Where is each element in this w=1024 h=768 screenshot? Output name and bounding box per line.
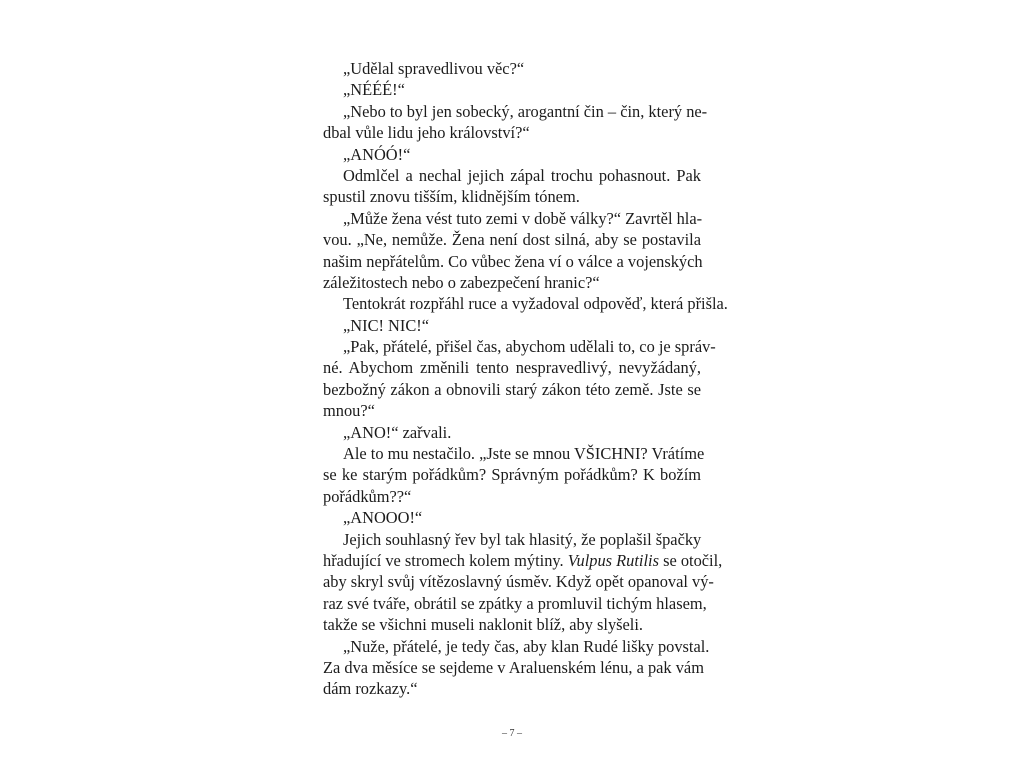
text-line: Jejich souhlasný řev byl tak hlasitý, že poplašil špačky xyxy=(343,529,702,549)
text-line: „NÉÉÉ!“ xyxy=(343,80,405,100)
text-line xyxy=(323,550,723,571)
italic-name: Vulpus Rutilis xyxy=(567,550,659,570)
text-line: Tentokrát rozpřáhl ruce a vyžadoval odpověď, která přišla. xyxy=(343,294,728,314)
text-line: vou. „Ne, nemůže. Žena není dost silná, aby se postavila xyxy=(323,230,701,250)
text-line: „Udělal spravedlivou věc?“ xyxy=(343,59,525,78)
page-number: – 7 – xyxy=(502,728,522,739)
text-line: „Nuže, přátelé, je tedy čas, aby klan Rudé lišky povstal. xyxy=(343,636,710,656)
text-line: se ke starým pořádkům? Správným pořádkům? K božím xyxy=(323,465,701,485)
text-line: Za dva měsíce se sejdeme v Araluenském lénu, a pak vám xyxy=(323,657,704,677)
text-line: „Může žena vést tuto zemi v době války?“ Zavrtěl hla- xyxy=(343,208,703,228)
text-line: takže se všichni museli naklonit blíž, aby slyšeli. xyxy=(323,615,644,635)
text-line: Ale to mu nestačilo. „Jste se mnou VŠICHNI? Vrátíme xyxy=(343,444,705,464)
text-line: spustil znovu tišším, klidnějším tónem. xyxy=(323,187,580,207)
text-line: „Pak, přátelé, přišel čas, abychom udělali to, co je správ- xyxy=(343,337,716,357)
text-line: né. Abychom změnili tento nespravedlivý, nevyžádaný, xyxy=(323,358,701,378)
text-line: aby skryl svůj vítězoslavný úsměv. Když opět opanoval vý- xyxy=(323,572,714,592)
text-line: našim nepřátelům. Co vůbec žena ví o válce a vojenských xyxy=(323,251,703,271)
body-text xyxy=(323,58,728,700)
text-line: Odmlčel a nechal jejich zápal trochu pohasnout. Pak xyxy=(343,165,701,185)
text-span: hřadující ve stromech kolem mýtiny. xyxy=(323,550,568,570)
text-line: dám rozkazy.“ xyxy=(323,679,418,699)
text-line: raz své tváře, obrátil se zpátky a promluvil tichým hlasem, xyxy=(323,593,707,613)
text-line: „ANO!“ zařvali. xyxy=(343,422,452,442)
text-line: dbal vůle lidu jeho království?“ xyxy=(323,123,530,143)
text-span: se otočil, xyxy=(658,550,723,570)
text-line: „NIC! NIC!“ xyxy=(343,315,430,335)
text-line: záležitostech nebo o zabezpečení hranic?“ xyxy=(323,272,600,292)
text-line: mnou?“ xyxy=(323,401,375,421)
text-line: pořádkům??“ xyxy=(323,486,412,506)
text-line: bezbožný zákon a obnovili starý zákon této země. Jste se xyxy=(323,379,701,399)
text-line: „ANOOO!“ xyxy=(343,508,423,528)
text-line: „ANÓÓ!“ xyxy=(343,144,411,164)
text-line: „Nebo to byl jen sobecký, arogantní čin – čin, který ne- xyxy=(343,101,708,121)
